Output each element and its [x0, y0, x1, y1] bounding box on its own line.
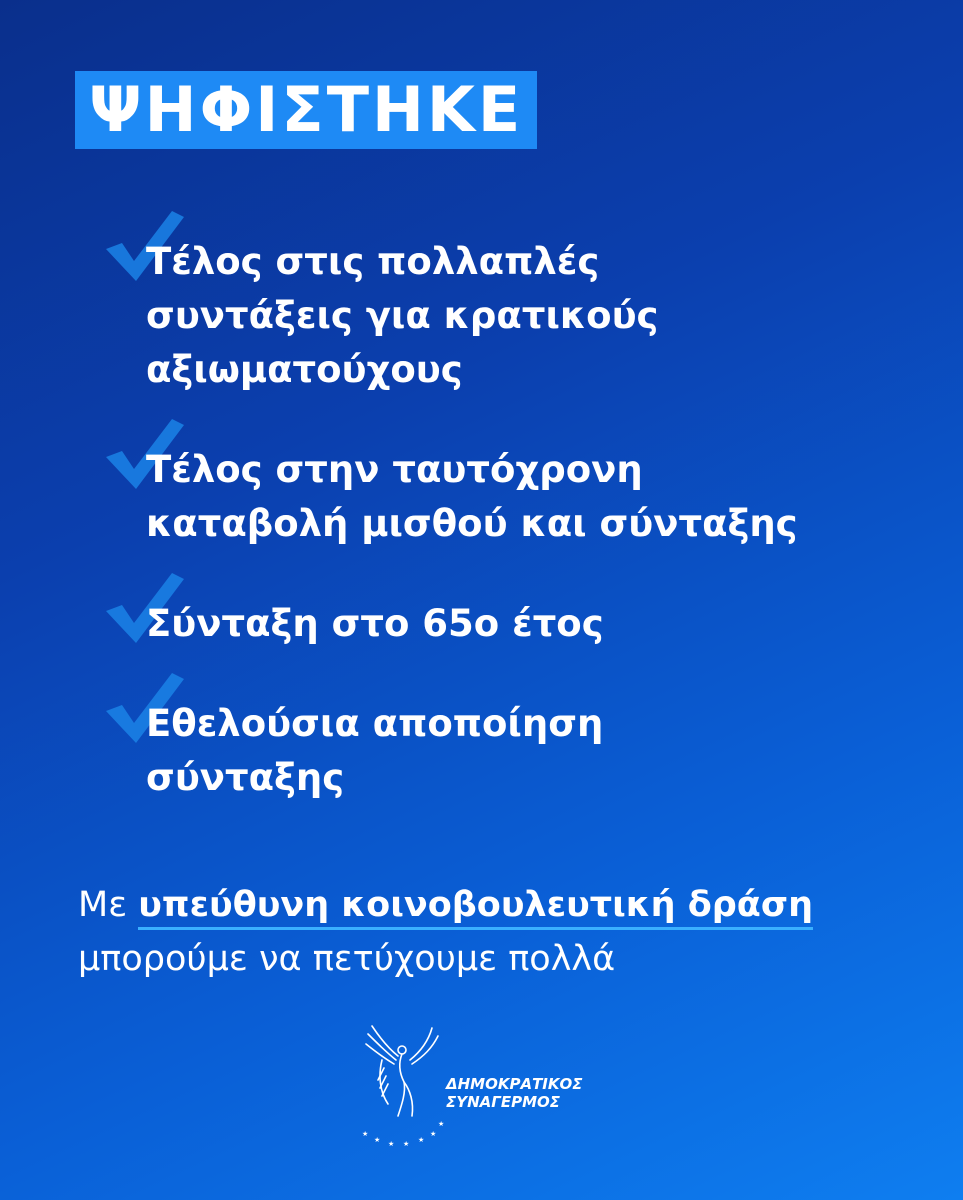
svg-text:★: ★ [388, 1140, 395, 1148]
svg-text:★: ★ [430, 1130, 437, 1138]
svg-text:★: ★ [438, 1120, 445, 1128]
list-item-line: Τέλος στις πολλαπλές [146, 240, 600, 283]
closing-emphasis: υπεύθυνη κοινοβουλευτική δράση [138, 885, 813, 930]
list-item-text [146, 235, 940, 397]
closing-line-1 [78, 878, 938, 932]
svg-text:★: ★ [374, 1136, 381, 1144]
list-item-line: Εθελούσια αποποίηση [146, 702, 604, 745]
party-logo [358, 1020, 608, 1150]
svg-text:★: ★ [403, 1140, 410, 1148]
winged-victory-emblem-icon [358, 1020, 448, 1150]
list-item [100, 597, 940, 651]
list-item-line: σύνταξης [146, 756, 345, 799]
closing-statement [78, 878, 938, 986]
list-item [100, 235, 940, 397]
page-title: ΨΗΦΙΣΤΗΚΕ [89, 73, 524, 146]
logo-line-1: ΔΗΜΟΚΡΑΤΙΚΟΣ [446, 1075, 583, 1093]
list-item-line: αξιωματούχους [146, 348, 463, 391]
logo-text [446, 1075, 583, 1111]
logo-line-2: ΣΥΝΑΓΕΡΜΟΣ [446, 1093, 560, 1111]
list-item-text [146, 443, 940, 551]
svg-text:★: ★ [418, 1136, 425, 1144]
list-item-text [146, 697, 940, 805]
list-item [100, 697, 940, 805]
list-item-line: Σύνταξη στο 65ο έτος [146, 602, 604, 645]
list-item-line: καταβολή μισθού και σύνταξης [146, 502, 798, 545]
closing-line-2: μπορούμε να πετύχουμε πολλά [78, 939, 616, 979]
title-banner [75, 71, 537, 149]
svg-text:★: ★ [362, 1130, 369, 1138]
closing-prefix: Με [78, 885, 139, 925]
list-item-text [146, 597, 940, 651]
list-item-line: συντάξεις για κρατικούς [146, 294, 659, 337]
achievements-list [100, 235, 940, 851]
list-item [100, 443, 940, 551]
list-item-line: Τέλος στην ταυτόχρονη [146, 448, 643, 491]
